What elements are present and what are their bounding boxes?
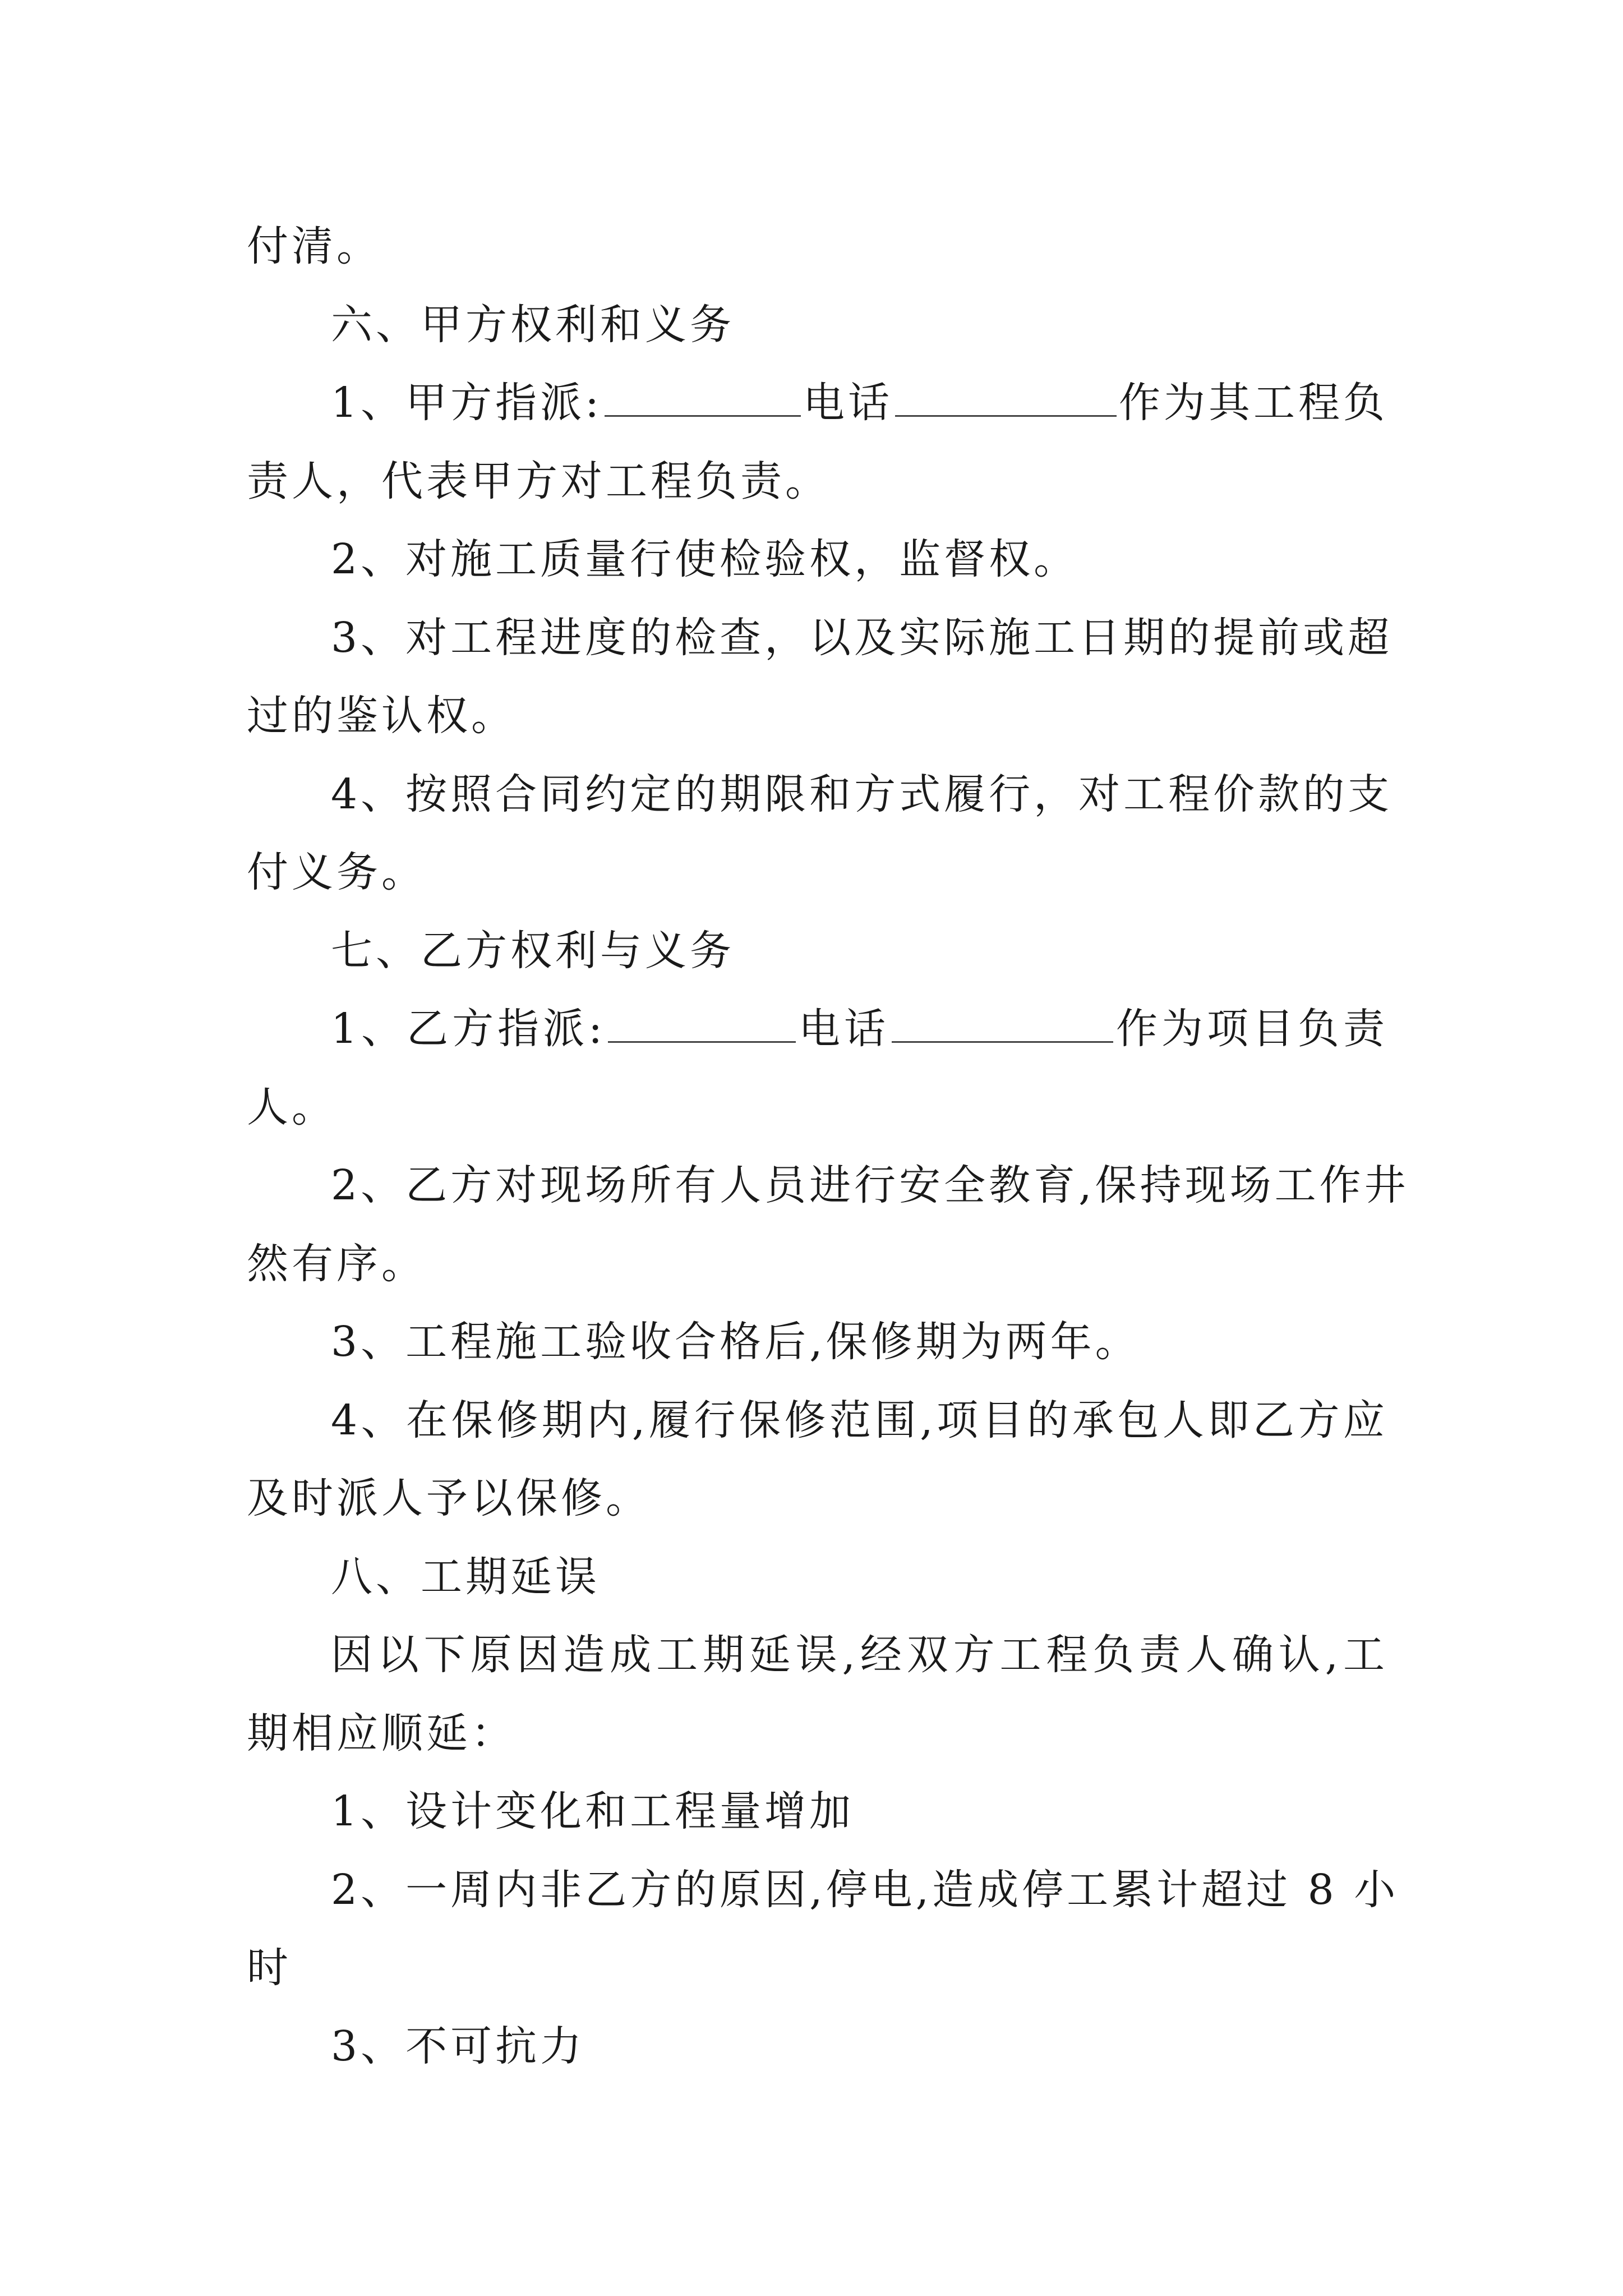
party-a-appoint-label: 1、甲方指派: bbox=[331, 379, 603, 427]
paragraph-line: 过的鉴认权。 bbox=[247, 692, 516, 740]
party-a-representative-blank[interactable] bbox=[605, 378, 801, 417]
paragraph-line: 3、工程施工验收合格后,保修期为两年。 bbox=[331, 1318, 1140, 1366]
party-a-representative-line bbox=[247, 364, 1388, 443]
section-heading-delay: 八、工期延误 bbox=[331, 1552, 600, 1601]
list-item: 2、一周内非乙方的原因,停电,造成停工累计超过 8 小 bbox=[331, 1865, 1399, 1914]
list-item: 3、不可抗力 bbox=[331, 2022, 585, 2070]
paragraph-line: 期相应顺延： bbox=[247, 1709, 516, 1757]
document-body bbox=[247, 208, 1409, 2086]
paragraph-line: 然有序。 bbox=[247, 1239, 426, 1288]
section-heading-party-b: 七、乙方权利与义务 bbox=[331, 926, 735, 975]
paragraph-line: 责人，代表甲方对工程负责。 bbox=[247, 457, 830, 505]
party-a-phone-label: 电话 bbox=[803, 379, 893, 427]
paragraph-line: 4、在保修期内,履行保修范围,项目的承包人即乙方应 bbox=[331, 1396, 1388, 1444]
paragraph-line: 因以下原因造成工期延误,经双方工程负责人确认,工 bbox=[331, 1631, 1388, 1679]
paragraph-line: 付清。 bbox=[247, 222, 381, 270]
paragraph-line: 时 bbox=[247, 1944, 292, 1992]
list-item: 1、设计变化和工程量增加 bbox=[331, 1787, 855, 1835]
party-b-representative-line bbox=[247, 990, 1388, 1069]
party-a-role-text: 作为其工程负 bbox=[1119, 379, 1389, 427]
paragraph-line: 人。 bbox=[247, 1083, 336, 1131]
paragraph-line: 及时派人予以保修。 bbox=[247, 1474, 651, 1522]
party-b-phone-blank[interactable] bbox=[892, 1004, 1113, 1043]
party-b-representative-blank[interactable] bbox=[608, 1004, 796, 1043]
paragraph-line: 2、对施工质量行使检验权，监督权。 bbox=[331, 535, 1079, 583]
party-b-phone-label: 电话 bbox=[798, 1005, 890, 1053]
paragraph-line: 4、按照合同约定的期限和方式履行，对工程价款的支 bbox=[331, 770, 1393, 818]
paragraph-line: 2、乙方对现场所有人员进行安全教育,保持现场工作井 bbox=[331, 1161, 1409, 1209]
paragraph-line: 付义务。 bbox=[247, 848, 426, 896]
party-a-phone-blank[interactable] bbox=[895, 378, 1117, 417]
party-b-appoint-label: 1、乙方指派: bbox=[331, 1005, 606, 1053]
section-heading-party-a: 六、甲方权利和义务 bbox=[331, 300, 735, 349]
paragraph-line: 3、对工程进度的检查，以及实际施工日期的提前或超 bbox=[331, 613, 1393, 662]
party-b-role-text: 作为项目负责 bbox=[1115, 1005, 1389, 1053]
